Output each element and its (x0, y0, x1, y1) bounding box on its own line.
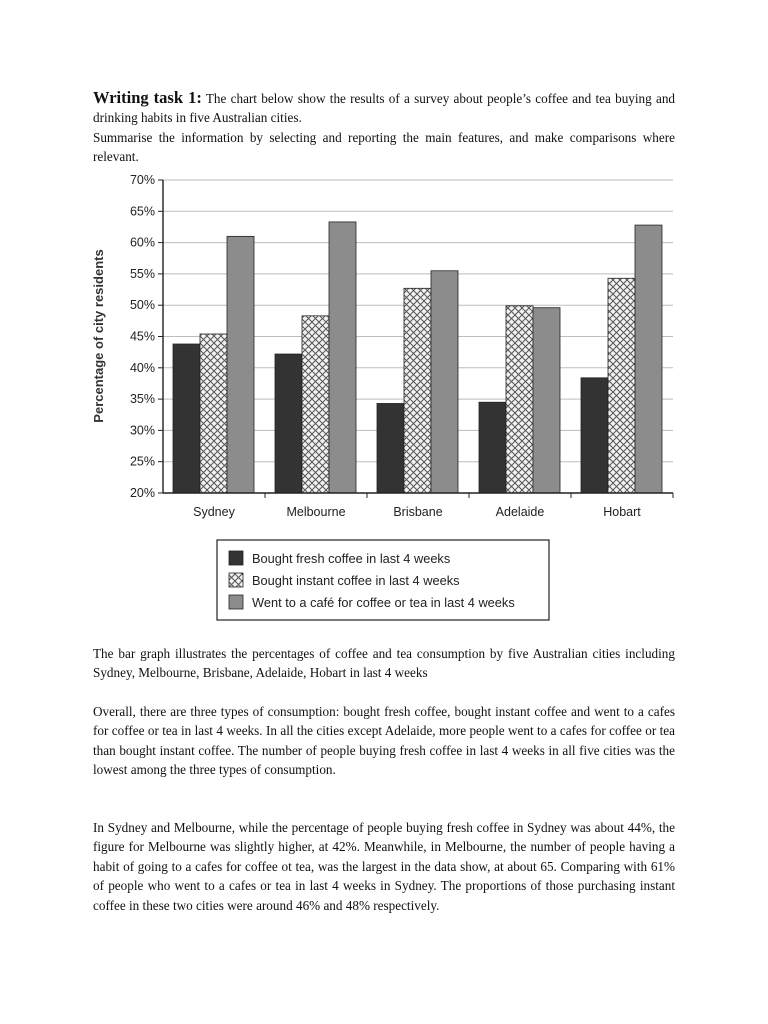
bar-adelaide-series-3 (533, 308, 560, 493)
y-tick-label: 45% (129, 329, 155, 344)
y-tick-label: 70% (129, 173, 155, 187)
y-axis-ticks (130, 173, 163, 500)
paragraph-overview: Overall, there are three types of consumption: bought fresh coffee, bought instant coffee and went to a cafes for coffee or tea in last 4 weeks. In all the cities except Adelaide, more people went to a cafes for coffee or tea than bought instant coffee. The number of people buying fresh coffee in last 4 weeks in all five cities was the lowest among the three types of consumption. (93, 704, 675, 778)
legend-swatch (229, 551, 243, 565)
y-tick-label: 20% (129, 486, 155, 500)
bar-adelaide-series-1 (479, 402, 506, 493)
x-tick-label: Adelaide (495, 505, 545, 519)
legend-swatch (229, 573, 243, 587)
y-tick-label: 50% (129, 298, 155, 313)
y-tick-label: 25% (129, 454, 155, 469)
y-tick-label: 65% (129, 204, 155, 219)
bar-chart (88, 168, 641, 628)
bar-adelaide-series-2 (506, 306, 533, 493)
bar-brisbane-series-3 (431, 271, 458, 493)
y-tick-label: 40% (129, 360, 155, 375)
bar-brisbane-series-1 (377, 403, 404, 493)
x-tick-label: Hobart (603, 505, 641, 519)
bar-sydney-series-3 (227, 236, 254, 493)
bars (173, 222, 662, 493)
x-tick-label: Sydney (193, 505, 235, 519)
legend-swatch (229, 595, 243, 609)
bar-melbourne-series-1 (275, 354, 302, 493)
x-tick-label: Brisbane (393, 505, 443, 519)
task-prompt (93, 88, 675, 167)
task-summary-instruction: Summarise the information by selecting and reporting the main features, and make comparisons where relevant. (93, 129, 675, 165)
bar-sydney-series-1 (173, 344, 200, 493)
y-axis-label: Percentage of city residents (91, 249, 106, 423)
task-heading: Writing task 1: (93, 88, 202, 107)
y-tick-label: 55% (129, 266, 155, 281)
legend-label: Bought fresh coffee in last 4 weeks (252, 551, 451, 566)
x-axis-labels (193, 493, 673, 519)
y-tick-label: 35% (129, 392, 155, 407)
bar-brisbane-series-2 (404, 288, 431, 493)
paragraph-intro: The bar graph illustrates the percentages of coffee and tea consumption by five Australian cities including Sydney, Melbourne, Brisbane, Adelaide, Hobart in last 4 weeks (93, 646, 675, 681)
task-instructions: The chart below show the results of a survey about people’s coffee and tea buying and drinking habits in five Australian cities. (93, 91, 676, 126)
legend-label: Went to a café for coffee or tea in last 4 weeks (252, 595, 515, 610)
x-tick-label: Melbourne (286, 505, 346, 519)
bar-sydney-series-2 (200, 334, 227, 493)
bar-melbourne-series-3 (329, 222, 356, 493)
y-tick-label: 30% (129, 423, 155, 438)
y-tick-label: 60% (129, 235, 155, 250)
bar-hobart-series-2 (608, 278, 635, 493)
paragraph-details: In Sydney and Melbourne, while the percentage of people buying fresh coffee in Sydney was about 44%, the figure for Melbourne was slightly higher, at 42%. Meanwhile, in Melbourne, the number of people having a habit of going to a cafes for coffee ot tea, was the largest in the data show, at about 65. Comparing with 61% of people who went to a cafes or tea in last 4 weeks in Sydney. The proportions of those purchasing instant coffee in these two cities were around 46% and 48% respectively. (93, 820, 675, 913)
bar-hobart-series-1 (581, 378, 608, 493)
bar-melbourne-series-2 (302, 316, 329, 493)
legend-label: Bought instant coffee in last 4 weeks (252, 573, 460, 588)
bar-hobart-series-3 (635, 225, 662, 493)
legend (217, 540, 549, 620)
